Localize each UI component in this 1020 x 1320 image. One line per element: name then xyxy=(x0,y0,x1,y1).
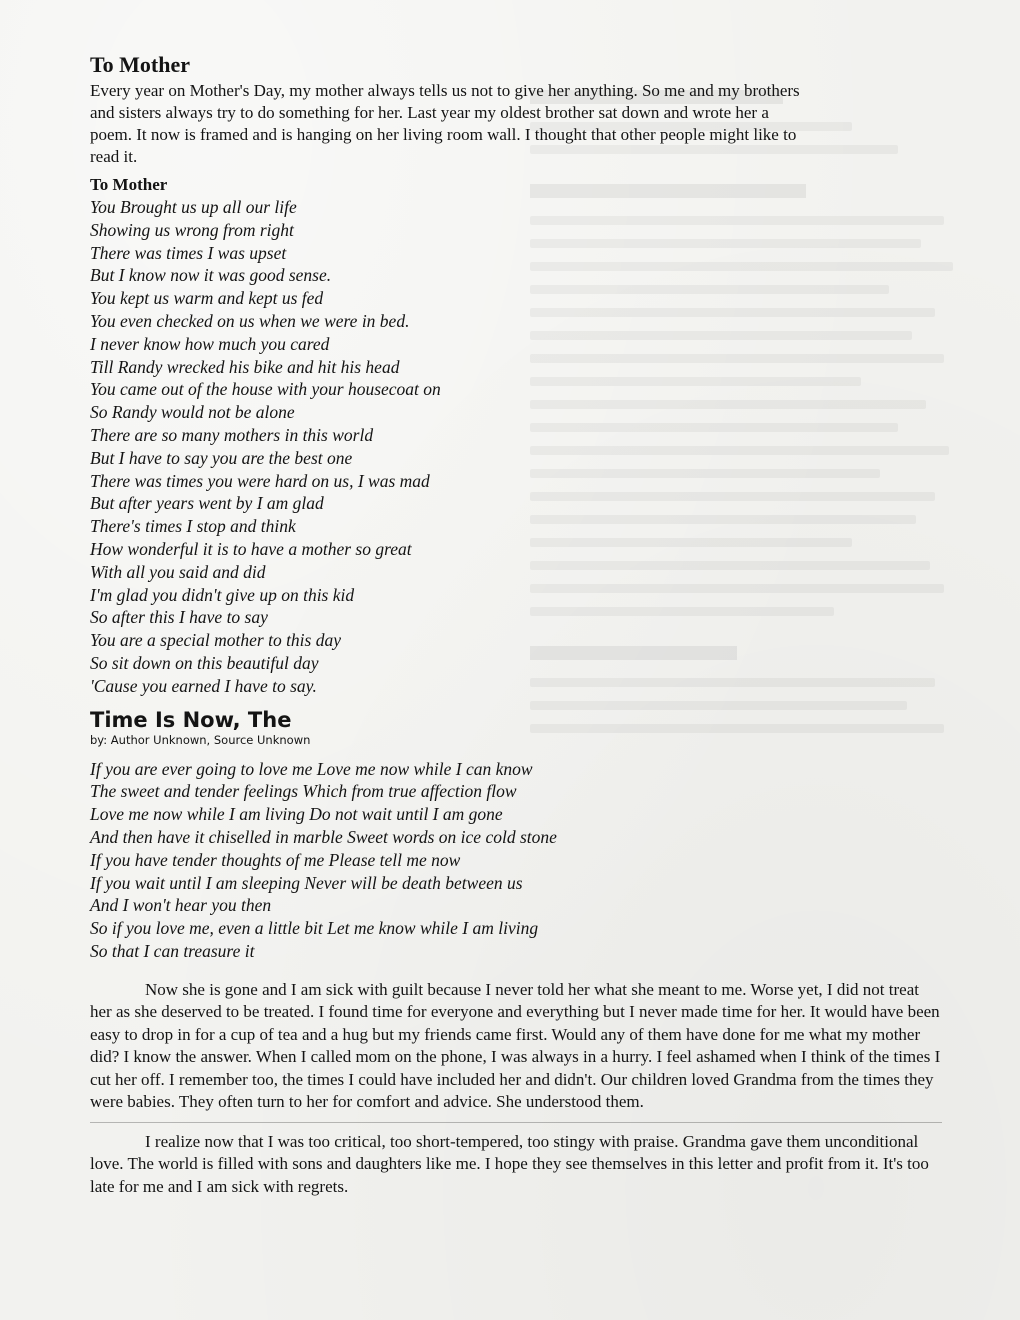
intro-line: poem. It now is framed and is hanging on her living room wall. I thought that other people might like to xyxy=(90,125,797,144)
intro-line: read it. xyxy=(90,147,138,166)
section-to-mother xyxy=(90,52,940,698)
poem-line: There's times I stop and think xyxy=(90,516,296,537)
poem-line: If you wait until I am sleeping Never will be death between us xyxy=(90,872,523,893)
poem-line: There was times you were hard on us, I was mad xyxy=(90,470,430,491)
poem-line: So after this I have to say xyxy=(90,607,268,628)
section-title: To Mother xyxy=(90,52,191,77)
poem-line: So sit down on this beautiful day xyxy=(90,652,319,673)
poem-line: You came out of the house with your housecoat on xyxy=(90,379,441,400)
byline: by: Author Unknown, Source Unknown xyxy=(90,732,311,747)
poem-line: And then have it chiselled in marble Sweet words on ice cold stone xyxy=(90,826,557,847)
section-time-is-now xyxy=(90,708,940,1199)
body-paragraph: Now she is gone and I am sick with guilt because I never told her what she meant to me. Worse yet, I did not treat her as she deserved to be treated. I found time for everyone and everything but I never made time for her. It would have been easy to drop in for a cup of tea and a hug but my friends came first. Would any of them have done for me what my mother did? I know the answer. When I called mom on the phone, I was always in a hurry. I feel ashamed when I think of the times I cut her off. I remember too, the times I could have included her and didn't. Our children loved Grandma from the times they were babies. They often turn to her for comfort and advice. She understood them. xyxy=(90,979,941,1112)
poem-line: You Brought us up all our life xyxy=(90,197,297,217)
poem-line: So Randy would not be alone xyxy=(90,402,295,423)
poem-line: So if you love me, even a little bit Let me know while I am living xyxy=(90,918,539,939)
poem-line: If you have tender thoughts of me Please tell me now xyxy=(90,849,461,870)
body-paragraph: I realize now that I was too critical, too short-tempered, too stingy with praise. Grandma gave them unconditional love. The world is filled with sons and daughters like me. I hope they see themselves in this letter and profit from it. It's too late for me and I am sick with regrets. xyxy=(90,1131,929,1196)
poem-line: I never know how much you cared xyxy=(90,333,330,354)
poem-line: Till Randy wrecked his bike and hit his head xyxy=(90,356,400,377)
poem-line: So that I can treasure it xyxy=(90,940,255,961)
poem-to-mother xyxy=(90,196,940,698)
poem-line: If you are ever going to love me Love me now while I can know xyxy=(90,758,533,779)
document-content xyxy=(90,52,940,1198)
poem-line: And I won't hear you then xyxy=(90,895,272,916)
poem-line: With all you said and did xyxy=(90,561,266,582)
poem-title: To Mother xyxy=(90,175,168,194)
poem-line: 'Cause you earned I have to say. xyxy=(90,675,317,696)
poem-line: There are so many mothers in this world xyxy=(90,424,374,445)
poem-line: There was times I was upset xyxy=(90,242,287,263)
poem-line: How wonderful it is to have a mother so great xyxy=(90,538,412,559)
poem-time-is-now xyxy=(90,758,940,963)
poem-line: Showing us wrong from right xyxy=(90,219,294,240)
poem-line: Love me now while I am living Do not wait until I am gone xyxy=(90,804,503,825)
poem-line: But I have to say you are the best one xyxy=(90,447,353,468)
poem-line: The sweet and tender feelings Which from true affection flow xyxy=(90,781,517,802)
poem-line: I'm glad you didn't give up on this kid xyxy=(90,584,355,605)
divider-line xyxy=(90,1122,942,1123)
intro-line: and sisters always try to do something for her. Last year my oldest brother sat down and wrote her a xyxy=(90,103,769,122)
poem-line: You kept us warm and kept us fed xyxy=(90,288,324,309)
poem-line: You even checked on us when we were in bed. xyxy=(90,310,410,331)
body-text xyxy=(90,979,940,1199)
section-title: Time Is Now, The xyxy=(90,707,292,732)
poem-line: But after years went by I am glad xyxy=(90,493,324,514)
poem-line: You are a special mother to this day xyxy=(90,630,341,651)
intro-paragraph xyxy=(90,80,935,168)
intro-line: Every year on Mother's Day, my mother always tells us not to give her anything. So me and my brothers xyxy=(90,81,800,100)
poem-line: But I know now it was good sense. xyxy=(90,265,332,286)
